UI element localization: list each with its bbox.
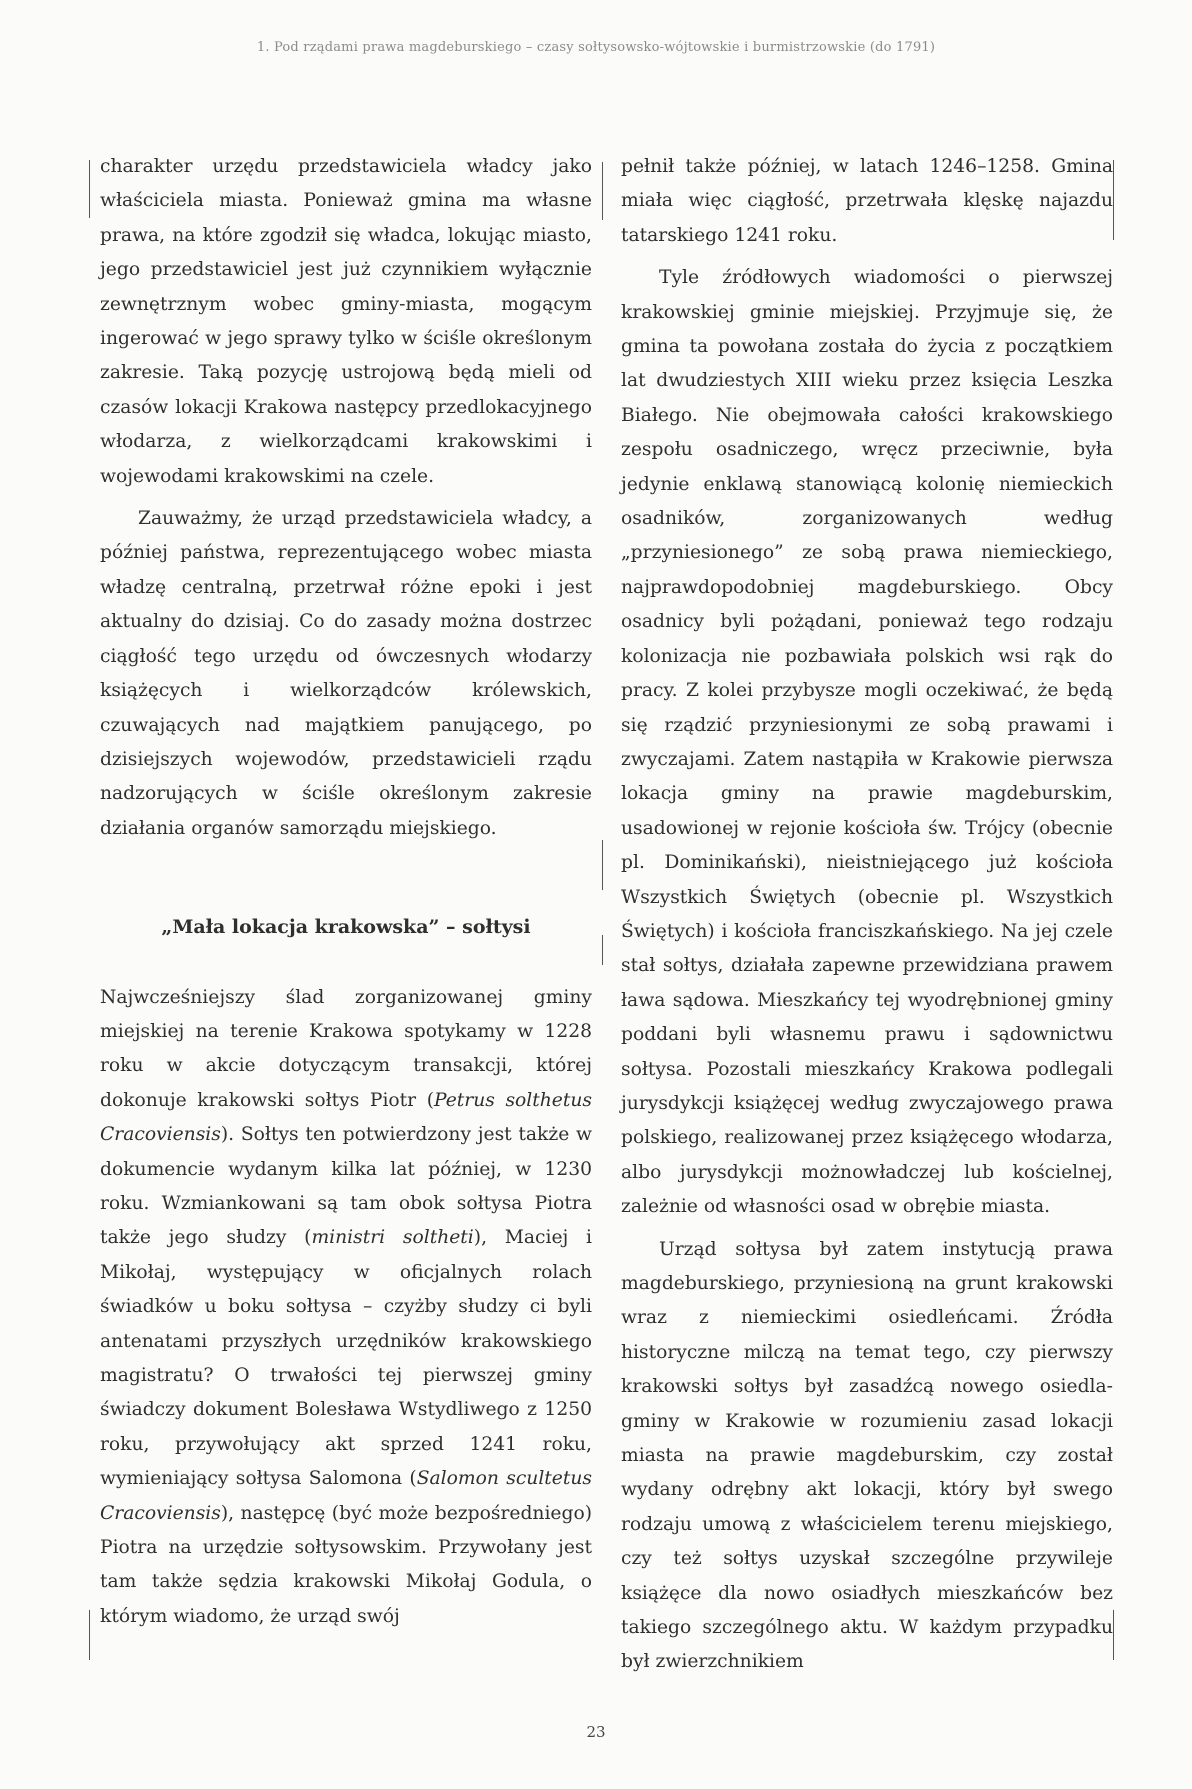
section-heading: „Mała lokacja krakowska” – sołtysi [161,916,531,939]
paragraph: charakter urzędu przedstawiciela władcy jako właściciela miasta. Ponieważ gmina ma własne prawa, na które zgodził się władca, lokując miasto, jego przedstawiciel jest już czynnikiem wyłącznie zewnętrznym wobec gminy-miasta, mogącym ingerować w jego sprawy tylko w ściśle określonym zakresie. Taką pozycję ustrojową będą mieli od czasów lokacji Krakowa następcy przedlokacyjnego włodarza, z wielkorządcami krakowskimi i wojewodami krakowskimi na czele. [100,156,592,487]
paragraph: pełnił także później, w latach 1246–1258. Gmina miała więc ciągłość, przetrwała klęskę najazdu tatarskiego 1241 roku. [621,156,1113,246]
margin-rule [1113,160,1114,240]
running-header: 1. Pod rządami prawa magdeburskiego – czasy sołtysowsko-wójtowskie i burmistrzowskie (do 1791) [256,40,936,55]
margin-rule [89,160,90,218]
margin-rule [602,162,603,220]
margin-rule [1113,1610,1114,1660]
text-run: ). Sołtys ten potwierdzony jest także w dokumencie wydanym kilka lat później, w 1230 roku. Wzmiankowani są tam obok sołtysa Piotra także jego słudzy ( [100,1124,592,1249]
paragraph: Zauważmy, że urząd przedstawiciela władcy, a później państwa, reprezentującego wobec miasta władzę centralną, przetrwał różne epoki i jest aktualny do dzisiaj. Co do zasady można dostrzec ciągłość tego urzędu od ówczesnych włodarzy książęcych i wielkorządców królewskich, czuwających nad majątkiem panującego, po dzisiejszych wojewodów, przedstawicieli rządu nadzorujących w ściśle określonym zakresie działania organów samorządu miejskiego. [100,508,592,839]
paragraph: Tyle źródłowych wiadomości o pierwszej krakowskiej gminie miejskiej. Przyjmuje się, że gmina ta powołana została do życia z początkiem lat dwudziestych XIII wieku przez księcia Leszka Białego. Nie obejmowała całości krakowskiego zespołu osadniczego, wręcz przeciwnie, była jedynie enklawą stanowiącą kolonię niemieckich osadników, zorganizowanych według „przyniesionego” ze sobą prawa niemieckiego, najprawdopodobniej magdeburskiego. Obcy osadnicy byli pożądani, ponieważ tego rodzaju kolonizacja nie pozbawiała polskich wsi rąk do pracy. Z kolei przybysze mogli oczekiwać, że będą się rządzić przyniesionymi ze sobą prawami i zwyczajami. Zatem nastąpiła w Krakowie pierwsza lokacja gminy na prawie magdeburskim, usadowionej w rejonie kościoła św. Trójcy (obecnie pl. Dominikański), nieistniejącego już kościoła Wszystkich Świętych (obecnie pl. Wszystkich Świętych) i kościoła franciszkańskiego. Na jej czele stał sołtys, działała zapewne przewidziana prawem ława sądowa. Mieszkańcy tej wyodrębnionej gminy poddani byli własnemu prawu i sądownictwu sołtysa. Pozostali mieszkańcy Krakowa podlegali jurysdykcji książęcej według zwyczajowego prawa polskiego, realizowanej przez książęcego włodarza, albo jurysdykcji możnowładczej lub kościelnej, zależnie od własności osad w obrębie miasta. [621,267,1113,1218]
margin-rule [602,840,603,890]
margin-rule [89,1610,90,1660]
latin-citation: Petrus solthetus Cracoviensis [100,1089,592,1146]
text-run: ), Maciej i Mikołaj, występujący w oficjalnych rolach świadków u boku sołtysa – czyżby słudzy ci byli antenatami przyszłych urzędników krakowskiego magistratu? O trwałości tej pierwszej gminy świadczy dokument Bolesława Wstydliwego z 1250 roku, przywołujący akt sprzed 1241 roku, wymieniający sołtysa Salomona ( [100,1227,592,1490]
left-column [100,150,592,1630]
right-column [621,150,1113,1673]
paragraph: Urząd sołtysa był zatem instytucją prawa magdeburskiego, przyniesioną na grunt krakowski wraz z niemieckimi osiedleńcami. Źródła historyczne milczą na temat tego, czy pierwszy krakowski sołtys był zasadźcą nowego osiedla-gminy w Krakowie w rozumieniu zasad lokacji miasta na prawie magdeburskim, czy został wydany odrębny akt lokacji, który był swego rodzaju umową z właścicielem terenu miejskiego, czy też sołtys uzyskał szczególne przywileje książęce dla nowo osiadłych mieszkańców bez takiego szczególnego aktu. W każdym przypadku był zwierzchnikiem [621,1238,1113,1673]
latin-citation: Salomon scultetus Cracoviensis [100,1468,592,1524]
margin-rule [602,935,603,965]
page-number: 23 [586,1723,606,1741]
text-run: ), następcę (być może bezpośredniego) Piotra na urzędzie sołtysowskim. Przywołany jest tam także sędzia krakowski Mikołaj Godula, o którym wiadomo, że urząd swój [100,1502,592,1627]
latin-citation: ministri soltheti [311,1227,474,1249]
text-run: Najwcześniejszy ślad zorganizowanej gminy miejskiej na terenie Krakowa spotykamy w 1228 roku w akcie dotyczącym transakcji, której dokonuje krakowski sołtys Piotr ( [100,986,592,1111]
paragraph [100,981,592,1635]
